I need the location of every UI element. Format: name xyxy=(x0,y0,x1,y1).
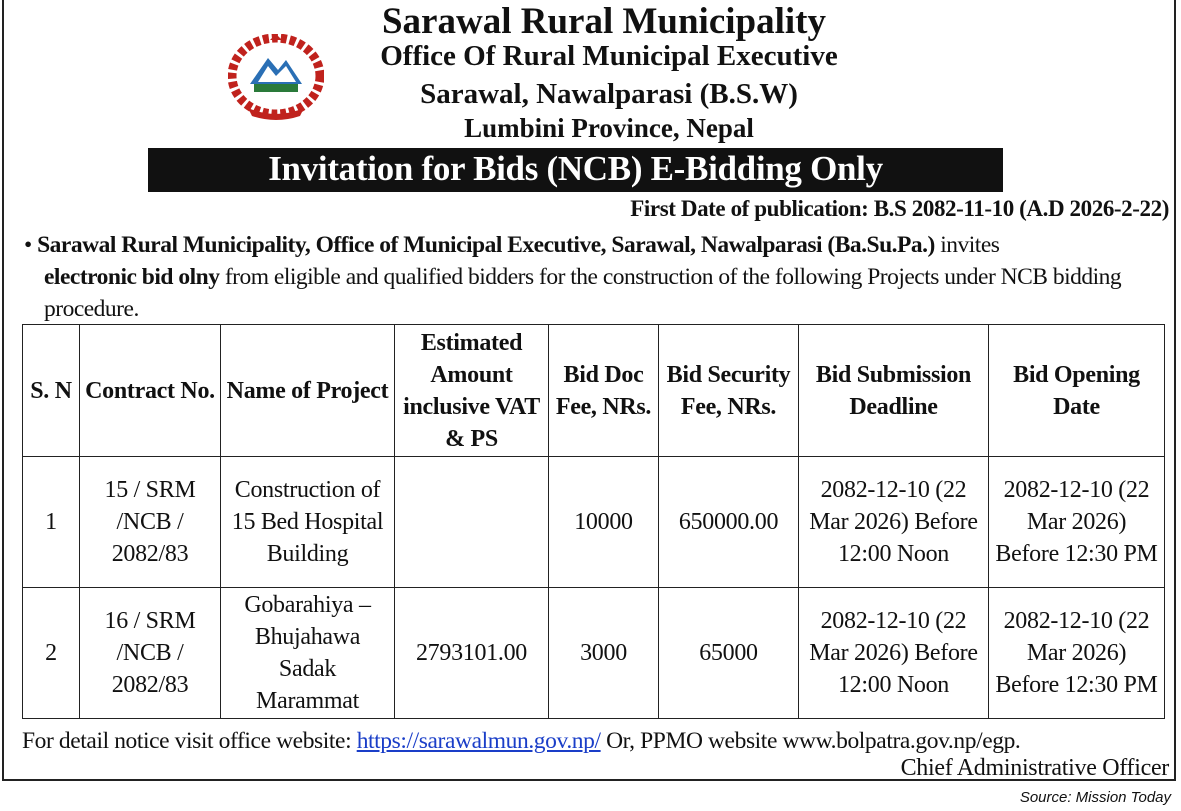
intro-text-2: from eligible and qualified bidders for the construction of the following Projects under NCB bidding procedure. xyxy=(44,264,1122,322)
col-estimated-amount: Estimated Amount inclusive VAT & PS xyxy=(395,325,549,457)
col-contract-no: Contract No. xyxy=(80,325,221,457)
intro-bold-2: electronic bid olny xyxy=(44,264,220,290)
cell-bid-security: 650000.00 xyxy=(659,457,799,588)
col-project-name: Name of Project xyxy=(221,325,395,457)
footer-text-2: Or, PPMO website www.bolpatra.gov.np/egp. xyxy=(600,728,1021,754)
cell-opening-date: 2082-12-10 (22 Mar 2026) Before 12:30 PM xyxy=(989,457,1165,588)
cell-bid-doc-fee: 3000 xyxy=(549,588,659,719)
col-submission-deadline: Bid Submission Deadline xyxy=(799,325,989,457)
signatory: Chief Administrative Officer xyxy=(900,755,1169,781)
col-opening-date: Bid Opening Date xyxy=(989,325,1165,457)
notice-title-banner: Invitation for Bids (NCB) E-Bidding Only xyxy=(148,148,1003,192)
cell-estimated-amount: 2793101.00 xyxy=(395,588,549,719)
cell-opening-date: 2082-12-10 (22 Mar 2026) Before 12:30 PM xyxy=(989,588,1165,719)
footer-text-1: For detail notice visit office website: xyxy=(22,728,357,754)
cell-bid-security: 65000 xyxy=(659,588,799,719)
cell-project-name: Construction of 15 Bed Hospital Building xyxy=(221,457,395,588)
intro-paragraph xyxy=(24,229,1174,325)
cell-bid-doc-fee: 10000 xyxy=(549,457,659,588)
cell-estimated-amount xyxy=(395,457,549,588)
cell-submission-deadline: 2082-12-10 (22 Mar 2026) Before 12:00 Noon xyxy=(799,457,989,588)
cell-contract-no: 16 / SRM /NCB / 2082/83 xyxy=(80,588,221,719)
intro-text-1: invites xyxy=(934,232,1000,258)
intro-bold-1: Sarawal Rural Municipality, Office of Municipal Executive, Sarawal, Nawalparasi (Ba.Su.Pa.) xyxy=(37,232,935,258)
province: Lumbini Province, Nepal xyxy=(464,113,754,143)
cell-sn: 2 xyxy=(23,588,80,719)
footer-note xyxy=(22,728,1020,755)
cell-submission-deadline: 2082-12-10 (22 Mar 2026) Before 12:00 Noon xyxy=(799,588,989,719)
source-credit: Source: Mission Today xyxy=(1019,789,1171,806)
bullet-icon: • xyxy=(24,232,38,258)
office-name: Office Of Rural Municipal Executive xyxy=(380,40,838,72)
office-location: Sarawal, Nawalparasi (B.S.W) xyxy=(420,78,798,110)
col-bid-security: Bid Security Fee, NRs. xyxy=(659,325,799,457)
cell-project-name: Gobarahiya – Bhujahawa Sadak Marammat xyxy=(221,588,395,719)
bids-table xyxy=(22,324,1165,719)
table-header-row xyxy=(23,325,1165,457)
cell-sn: 1 xyxy=(23,457,80,588)
office-website-link[interactable]: https://sarawalmun.gov.np/ xyxy=(356,728,601,754)
col-bid-doc-fee: Bid Doc Fee, NRs. xyxy=(549,325,659,457)
municipality-name: Sarawal Rural Municipality xyxy=(381,1,827,42)
table-row xyxy=(23,588,1165,719)
publication-date: First Date of publication: B.S 2082-11-10 (A.D 2026-2-22) xyxy=(630,196,1169,221)
col-sn: S. N xyxy=(23,325,80,457)
cell-contract-no: 15 / SRM /NCB / 2082/83 xyxy=(80,457,221,588)
table-row xyxy=(23,457,1165,588)
